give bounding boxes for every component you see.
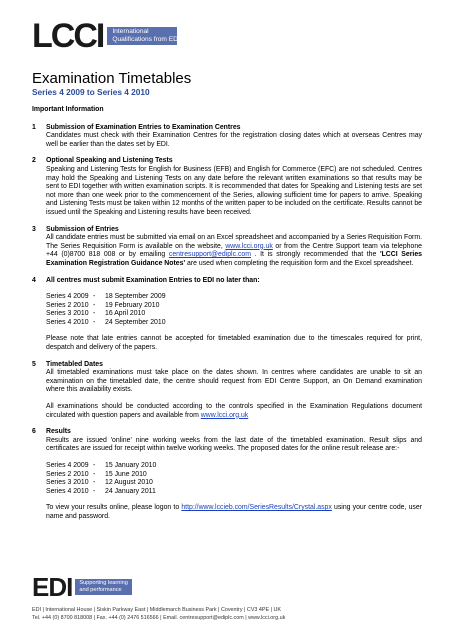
footer-contact-numbers: Tel. +44 (0) 8700 818008 | Fax. +44 (0) 2476 516566 | Email. centresupport@ediplc.com | www.lcci.org.uk [32, 614, 286, 621]
list-item [46, 293, 422, 302]
release-date: 15 June 2010 [105, 470, 147, 478]
list-item [46, 310, 422, 319]
series-name: Series 3 2010 [46, 310, 89, 318]
series-name: Series 4 2009 [46, 462, 89, 469]
separator: - [93, 293, 96, 301]
deadline-date: 18 September 2009 [105, 293, 166, 301]
series-name: Series 3 2010 [46, 479, 89, 487]
section-number: 6 [32, 428, 36, 436]
edi-tagline-line-1: Supporting learning [79, 580, 128, 587]
list-item [46, 302, 422, 311]
section-text: Candidates must check with their Examination Centres for the registration closing dates which at overseas Centres may well be earlier than the dates set by EDI. [46, 132, 422, 148]
text-run: . It is strongly recommended that the [250, 251, 380, 259]
list-item [46, 319, 422, 328]
centre-support-email-link[interactable]: centresupport@ediplc.com [168, 251, 251, 259]
document-body [32, 106, 422, 530]
edi-logo [32, 574, 132, 600]
section-title: Submission of Entries [46, 225, 119, 233]
deadline-date: 16 April 2010 [105, 310, 146, 318]
footer-address: EDI | International House | Siskin Parkway East | Middlemarch Business Park | Coventry | CV3 4PE | UK [32, 607, 281, 613]
lcci-website-link[interactable]: www.lcci.org.uk [225, 242, 273, 250]
section-text [46, 403, 422, 420]
page-title: Examination Timetables [32, 70, 192, 87]
release-date: 12 August 2010 [105, 479, 153, 487]
section-6 [32, 428, 422, 521]
section-number: 3 [32, 225, 36, 233]
series-name: Series 4 2009 [46, 293, 89, 301]
footer-contact [32, 607, 442, 622]
section-title: Results [46, 428, 71, 436]
edi-logo-tagline [75, 579, 132, 595]
section-number: 4 [32, 276, 36, 284]
lcci-logo [32, 17, 180, 55]
section-title: Timetabled Dates [46, 360, 103, 368]
section-text [46, 504, 422, 521]
section-number: 1 [32, 123, 36, 131]
text-run: or from the Centre Support team via telephone +44 (0)8700 818 008 or by emailing [46, 242, 422, 259]
separator: - [93, 487, 96, 495]
section-title: Optional Speaking and Listening Tests [46, 157, 173, 165]
series-name: Series 2 2010 [46, 301, 89, 309]
separator: - [93, 310, 96, 318]
results-online-link[interactable]: http://www.lccieb.com/SeriesResults/Crystal.aspx [181, 504, 332, 512]
section-5 [32, 361, 422, 421]
lcci-logo-text: LCCI [32, 17, 104, 55]
section-text: Speaking and Listening Tests for English for Business (EFB) and English for Commerce (EFC) are not scheduled. Centres may hold the Speaking and Listening Tests on any date before the relevant written examinations so that results may be sent to EDI together with written examination scripts. It is recommended that dates for Speaking and Listening tests are set not more than one week prior to the commencement of the Series, allowing sufficient time for papers to arrive. Speaking and Listening Tests must be taken within 12 months of the written paper to be included on the certificate. Results cannot be issued until the Speaking and Listening results have been received. [46, 165, 422, 216]
deadline-date: 24 September 2010 [105, 318, 166, 326]
section-1 [32, 124, 422, 150]
series-name: Series 4 2010 [46, 487, 89, 495]
section-4 [32, 277, 422, 353]
list-item [46, 471, 422, 480]
edi-logo-text: EDI [32, 572, 73, 602]
section-text: Please note that late entries cannot be accepted for timetabled examination due to the timescales required for print, despatch and delivery of the papers. [46, 335, 422, 352]
lcci-tagline-line-1: International [112, 28, 149, 35]
section-title: All centres must submit Examination Entries to EDI no later than: [46, 276, 260, 284]
text-run: To view your results online, please logon to [46, 504, 182, 512]
section-number: 5 [32, 360, 36, 368]
lcci-logo-tagline [107, 27, 180, 45]
section-text: Results are issued 'online' nine working weeks from the last date of the timetabled examination. Result slips and certificates are issued for receipt within twelve working weeks. The proposed dates for the online result release are:- [46, 436, 422, 453]
deadline-date: 19 February 2010 [105, 301, 160, 309]
guidance-notes-title: 'LCCI Series Examination Registration Guidance Notes' [46, 251, 422, 267]
edi-tagline-line-2: and performance [79, 587, 122, 593]
separator: - [93, 479, 96, 487]
important-heading: Important Information [32, 106, 104, 113]
entry-deadlines-list [46, 293, 422, 327]
list-item [46, 462, 422, 471]
text-run: using your centre code, user name and password. [46, 504, 422, 520]
lcci-website-link[interactable]: www.lcci.org.uk [200, 411, 249, 419]
list-item [46, 479, 422, 488]
separator: - [93, 318, 96, 326]
release-date: 24 January 2011 [105, 487, 156, 495]
separator: - [93, 301, 96, 309]
text-run: All candidate entries must be submitted via email on an Excel spreadsheet and accompanied by a Series Requisition Form. The Series Requisition Form is available on the website, [46, 234, 422, 250]
text-run: All examinations should be conducted according to the controls specified in the Examination Regulations document circulated with question papers and available from [46, 403, 422, 419]
separator: - [93, 462, 96, 469]
separator: - [93, 470, 96, 478]
section-number: 2 [32, 157, 36, 165]
text-run: are used when completing the requisition form and the Excel spreadsheet. [185, 259, 414, 267]
section-title: Submission of Examination Entries to Examination Centres [46, 123, 241, 131]
results-dates-list [46, 462, 422, 496]
section-3 [32, 226, 422, 269]
list-item [46, 488, 422, 497]
section-2 [32, 157, 422, 217]
series-name: Series 4 2010 [46, 318, 89, 326]
series-name: Series 2 2010 [46, 470, 89, 478]
lcci-tagline-line-2: Qualifications from EDI [112, 36, 180, 43]
section-text: All timetabled examinations must take place on the dates shown. In centres where candidates are unable to sit an examination on the timetabled date, the centre should request from EDI Centre Support, an On Demand examination where this availability exists. [46, 369, 422, 394]
page-subtitle: Series 4 2009 to Series 4 2010 [32, 87, 150, 97]
release-date: 15 January 2010 [105, 462, 157, 469]
section-text [46, 234, 422, 268]
